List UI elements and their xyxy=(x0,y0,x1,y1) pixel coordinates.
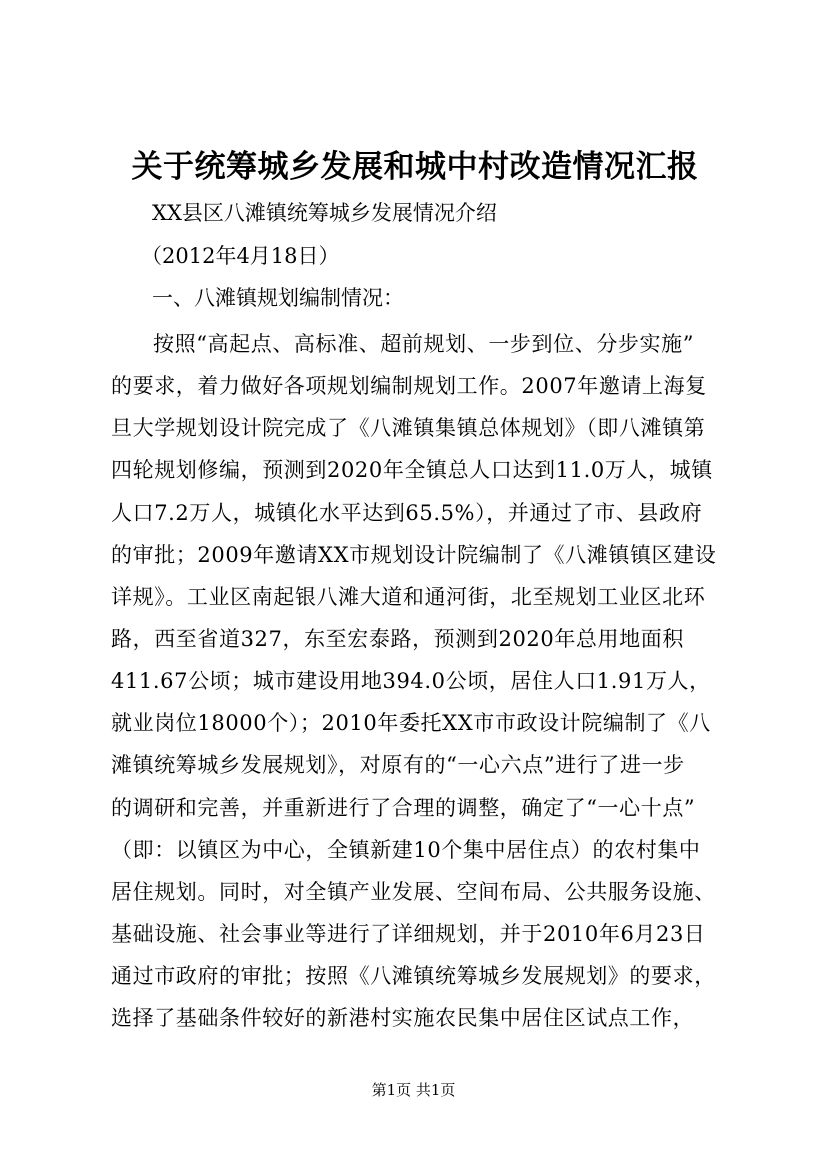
body-paragraph xyxy=(111,323,741,1039)
paragraph-line: 基础设施、社会事业等进行了详细规划，并于2010年6月23日 xyxy=(111,921,706,946)
paragraph-line: 旦大学规划设计院完成了《八滩镇集镇总体规划》（即八滩镇第 xyxy=(111,416,706,441)
paragraph-line: 人口7.2万人，城镇化水平达到65.5%），并通过了市、县政府 xyxy=(111,500,703,525)
paragraph-line: （即：以镇区为中心，全镇新建10个集中居住点）的农村集中 xyxy=(111,837,701,862)
paragraph-line: 411.67公顷；城市建设用地394.0公顷，居住人口1.91万人， xyxy=(111,669,711,694)
paragraph-line: 的审批；2009年邀请XX市规划设计院编制了《八滩镇镇区建设 xyxy=(111,542,717,567)
document-date: （2012年4月18日） xyxy=(141,244,340,268)
paragraph-line: 的要求，着力做好各项规划编制规划工作。2007年邀请上海复 xyxy=(111,374,707,399)
paragraph-line: 滩镇统筹城乡发展规划》，对原有的“一心六点”进行了进一步 xyxy=(111,753,685,778)
page-footer: 第1页 共1页 xyxy=(371,1081,456,1099)
document-subtitle: XX县区八滩镇统筹城乡发展情况介绍 xyxy=(152,201,497,225)
paragraph-line: 按照“高起点、高标准、超前规划、一步到位、分步实施” xyxy=(153,332,695,356)
paragraph-line: 通过市政府的审批；按照《八滩镇统筹城乡发展规划》的要求， xyxy=(111,964,716,989)
paragraph-line: 就业岗位18000个）；2010年委托XX市市政设计院编制了《八 xyxy=(111,711,711,736)
paragraph-line: 四轮规划修编，预测到2020年全镇总人口达到11.0万人，城镇 xyxy=(111,458,713,483)
document-title: 关于统筹城乡发展和城中村改造情况汇报 xyxy=(131,149,699,185)
section-heading: 一、八滩镇规划编制情况： xyxy=(152,286,404,310)
paragraph-line: 路，西至省道327，东至宏泰路，预测到2020年总用地面积 xyxy=(111,626,684,651)
paragraph-line: 的调研和完善，并重新进行了合理的调整，确定了“一心十点” xyxy=(111,795,696,820)
paragraph-line: 选择了基础条件较好的新港村实施农民集中居住区试点工作， xyxy=(111,1006,695,1031)
paragraph-line: 详规》。工业区南起银八滩大道和通河街，北至规划工业区北环 xyxy=(111,584,706,609)
paragraph-line: 居住规划。同时，对全镇产业发展、空间布局、公共服务设施、 xyxy=(111,879,716,904)
